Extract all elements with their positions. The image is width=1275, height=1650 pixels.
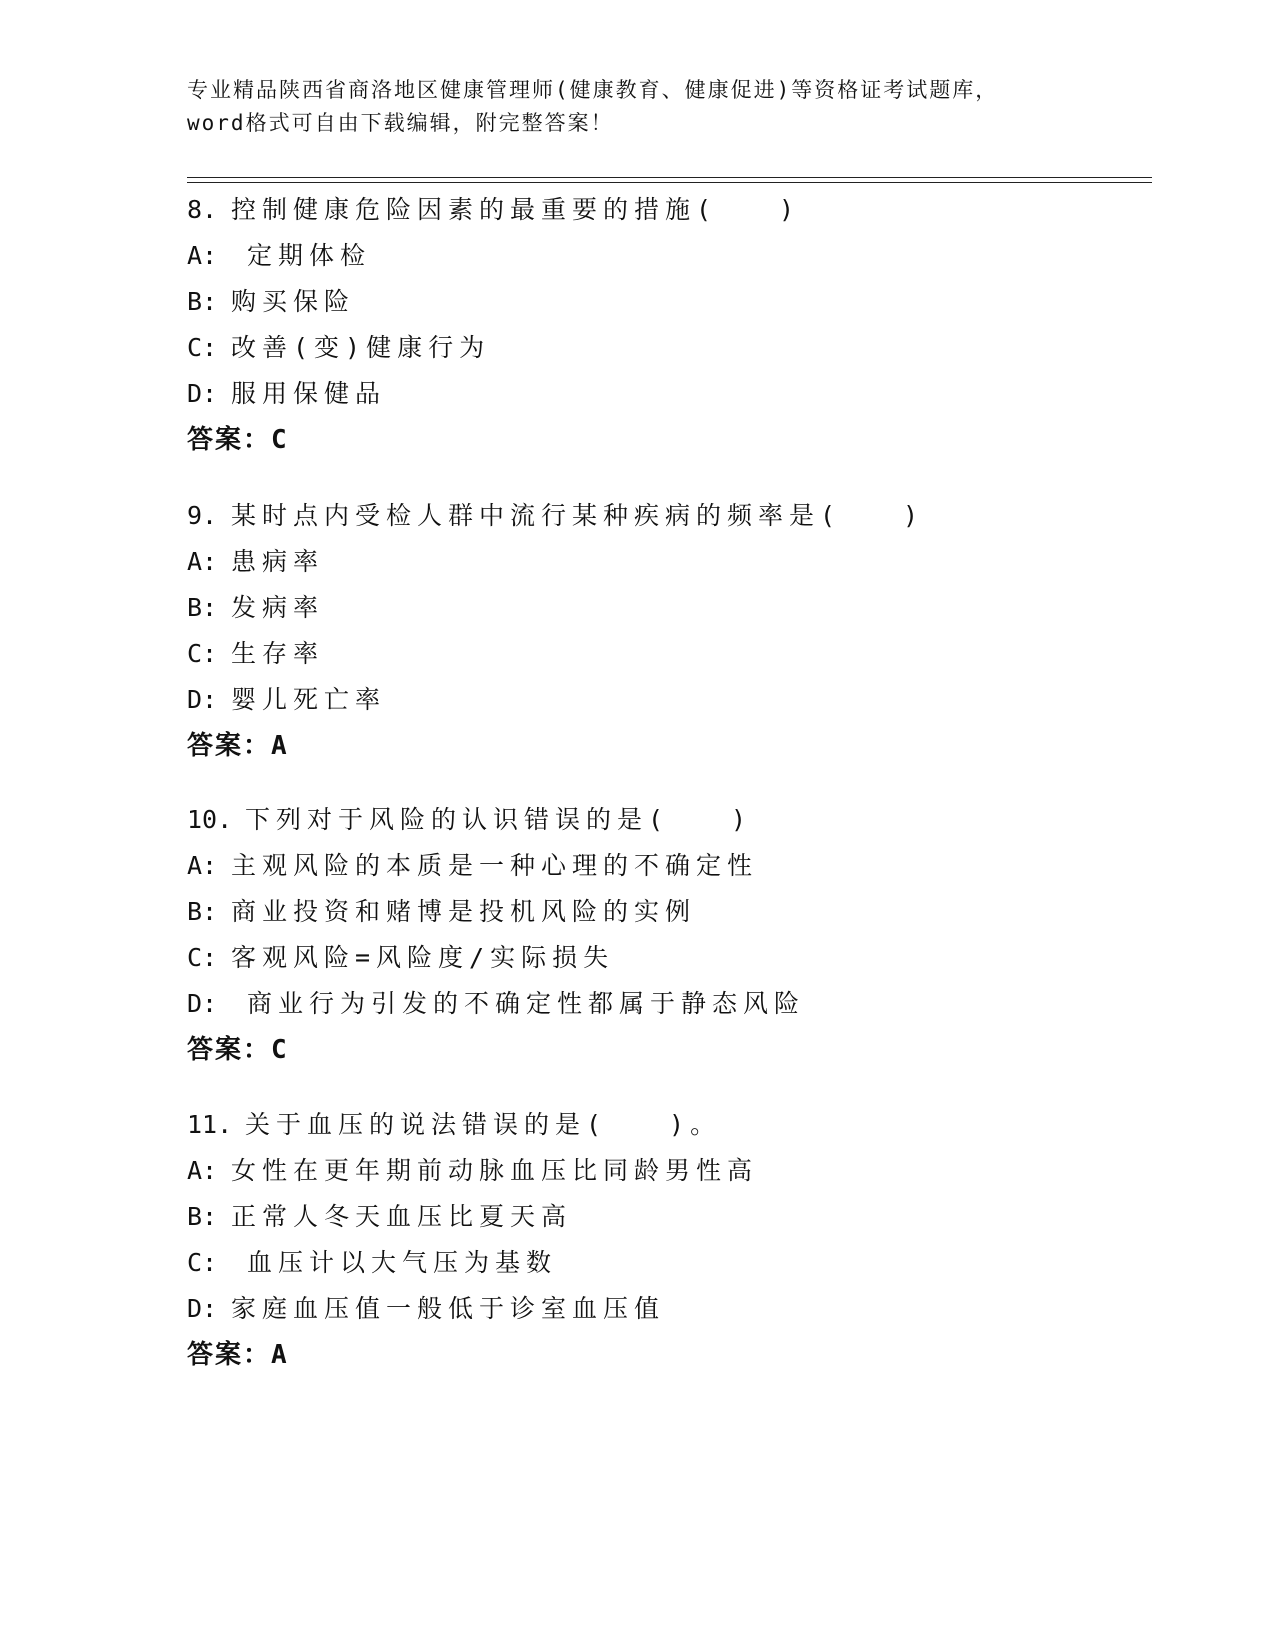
option-text: 购买保险 — [231, 287, 356, 316]
question-number: 10. — [187, 805, 233, 834]
option-label: A: — [187, 1156, 218, 1185]
option-text: 生存率 — [231, 639, 325, 668]
answer-option — [187, 935, 1147, 981]
option-text: 患病率 — [231, 547, 325, 576]
option-label: C: — [187, 943, 218, 972]
answer-option — [187, 843, 1147, 889]
question-text: 某时点内受检人群中流行某种疾病的频率是( ) — [231, 501, 925, 530]
option-text: 发病率 — [231, 593, 325, 622]
option-text: 正常人冬天血压比夏天高 — [231, 1202, 573, 1231]
option-label: B: — [187, 287, 218, 316]
option-text: 改善(变)健康行为 — [231, 333, 491, 362]
question-block — [187, 797, 1147, 1073]
option-label: D: — [187, 1294, 218, 1323]
question-block — [187, 1102, 1147, 1378]
option-text: 女性在更年期前动脉血压比同龄男性高 — [231, 1156, 759, 1185]
answer-key: 答案：C — [187, 425, 289, 455]
option-label: B: — [187, 593, 218, 622]
option-label: D: — [187, 379, 218, 408]
answer-option — [187, 325, 1147, 371]
answer-option — [187, 631, 1147, 677]
answer-key: 答案：C — [187, 1035, 289, 1065]
option-label: B: — [187, 897, 218, 926]
option-label: C: — [187, 333, 218, 362]
question-number: 11. — [187, 1110, 233, 1139]
answer-option — [187, 279, 1147, 325]
header-divider-bottom — [187, 182, 1152, 183]
question-text: 控制健康危险因素的最重要的措施( ) — [231, 195, 801, 224]
answer-option — [187, 889, 1147, 935]
answer-option — [187, 539, 1147, 585]
option-text: 婴儿死亡率 — [231, 685, 387, 714]
question-number: 8. — [187, 195, 218, 224]
question-stem — [187, 187, 1147, 233]
option-text: 客观风险=风险度/实际损失 — [231, 943, 615, 972]
option-text: 服用保健品 — [231, 379, 387, 408]
answer-key: 答案：A — [187, 1340, 289, 1370]
answer-option — [187, 1194, 1147, 1240]
option-label: B: — [187, 1202, 218, 1231]
option-label: A: — [187, 241, 218, 270]
question-block — [187, 493, 1147, 769]
answer-option — [187, 1240, 1147, 1286]
option-label: A: — [187, 547, 218, 576]
answer-option — [187, 1286, 1147, 1332]
option-label: D: — [187, 685, 218, 714]
question-stem — [187, 1102, 1147, 1148]
answer-option — [187, 981, 1147, 1027]
option-label: A: — [187, 851, 218, 880]
option-label: C: — [187, 1248, 218, 1277]
question-text: 关于血压的说法错误的是( )。 — [245, 1110, 722, 1139]
question-number: 9. — [187, 501, 218, 530]
question-stem — [187, 493, 1147, 539]
answer-key: 答案：A — [187, 731, 289, 761]
answer-option — [187, 371, 1147, 417]
option-text: 商业投资和赌博是投机风险的实例 — [231, 897, 697, 926]
option-label: C: — [187, 639, 218, 668]
option-label: D: — [187, 989, 218, 1018]
answer-option — [187, 677, 1147, 723]
option-text: 家庭血压值一般低于诊室血压值 — [231, 1294, 666, 1323]
option-text: 主观风险的本质是一种心理的不确定性 — [231, 851, 759, 880]
header-line-1: 专业精品陕西省商洛地区健康管理师(健康教育、健康促进)等资格证考试题库， — [187, 78, 999, 102]
option-text: 商业行为引发的不确定性都属于静态风险 — [247, 989, 806, 1018]
answer-option — [187, 233, 1147, 279]
question-block — [187, 187, 1147, 463]
option-text: 定期体检 — [247, 241, 372, 270]
option-text: 血压计以大气压为基数 — [247, 1248, 558, 1277]
answer-option — [187, 1148, 1147, 1194]
header-line-2: word格式可自由下载编辑，附完整答案！ — [187, 111, 614, 135]
question-stem — [187, 797, 1147, 843]
question-text: 下列对于风险的认识错误的是( ) — [245, 805, 753, 834]
header-divider-top — [187, 177, 1152, 178]
answer-option — [187, 585, 1147, 631]
document-header — [187, 74, 1147, 140]
